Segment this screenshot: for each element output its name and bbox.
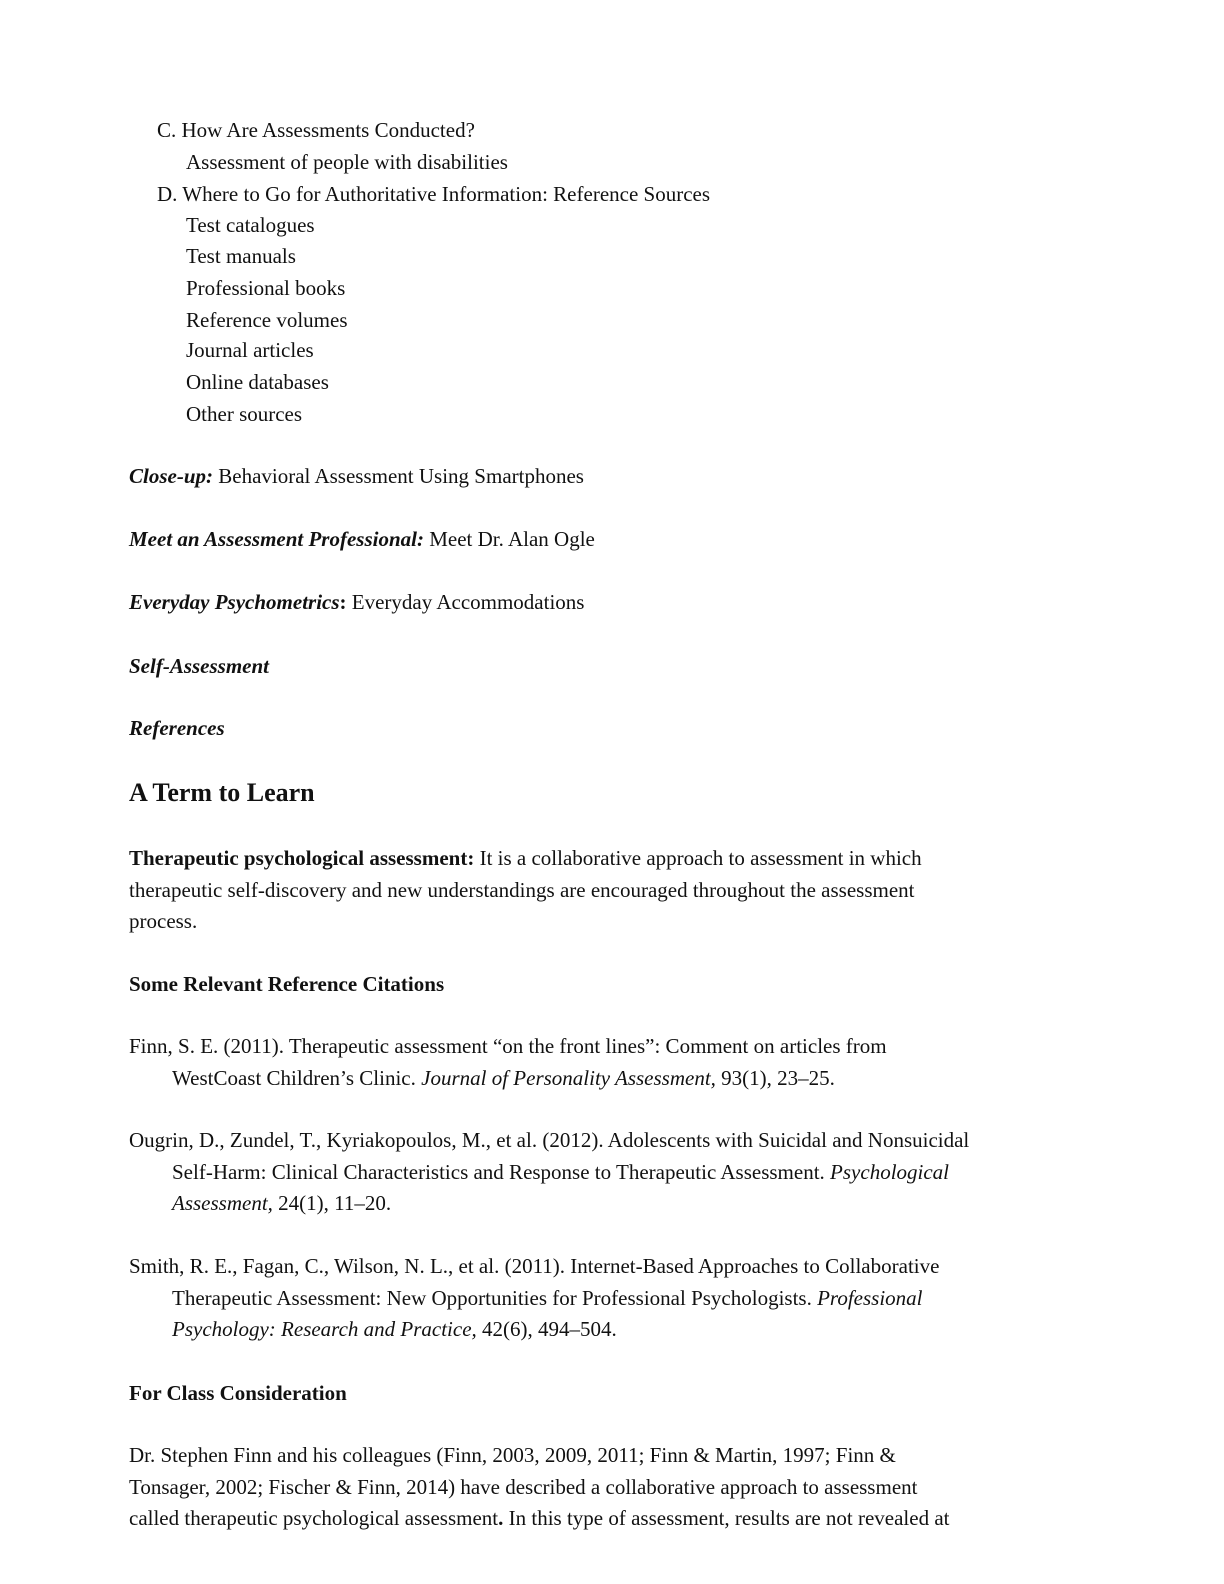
- consideration-line: Dr. Stephen Finn and his colleagues (Finn, 2003, 2009, 2011; Finn & Martin, 1997; Finn &: [129, 1443, 896, 1467]
- consideration-line: Tonsager, 2002; Fischer & Finn, 2014) have described a collaborative approach to assessment: [129, 1474, 918, 1499]
- outline-d-item: Test manuals: [186, 244, 296, 268]
- feature-meet-label: Meet an Assessment Professional:: [129, 527, 424, 551]
- citation-tail: 93(1), 23–25.: [715, 1065, 835, 1090]
- citation-line: WestCoast Children’s Clinic.: [172, 1065, 422, 1090]
- feature-closeup-label: Close-up:: [129, 464, 213, 488]
- outline-d-item: Test catalogues: [186, 213, 315, 237]
- term-definition: [129, 843, 1089, 938]
- feature-meet-text: Meet Dr. Alan Ogle: [423, 527, 595, 551]
- feature-meet-professional: [129, 526, 595, 552]
- citation-journal: Journal of Personality Assessment,: [421, 1065, 716, 1090]
- consideration-period: .: [498, 1506, 504, 1530]
- outline-d-item: Journal articles: [186, 338, 314, 362]
- citation-tail: 24(1), 11–20.: [272, 1191, 392, 1215]
- term-line3: process.: [129, 909, 198, 933]
- feature-everyday-text: Everyday Accommodations: [346, 590, 585, 614]
- outline-c-label: C. How Are Assessments Conducted?: [157, 118, 475, 142]
- citations-heading: Some Relevant Reference Citations: [129, 972, 445, 996]
- citation-line: Finn, S. E. (2011). Therapeutic assessment “on the front lines”: Comment on articles from: [129, 1034, 887, 1058]
- term-line2: therapeutic self-discovery and new understandings are encouraged throughout the assessment: [129, 877, 915, 902]
- term-heading: A Term to Learn: [129, 778, 315, 807]
- citation-finn: [129, 1031, 1089, 1094]
- outline-d-item: Professional books: [186, 276, 346, 300]
- feature-closeup-text: Behavioral Assessment Using Smartphones: [213, 464, 584, 488]
- term-line1: It is a collaborative approach to assessment in which: [474, 846, 922, 870]
- feature-self-assessment: Self-Assessment: [129, 654, 270, 678]
- citation-line: Therapeutic Assessment: New Opportunities for Professional Psychologists.: [172, 1285, 818, 1310]
- outline-c-item: Assessment of people with disabilities: [186, 150, 508, 174]
- citation-smith: [129, 1251, 1089, 1346]
- feature-everyday-psychometrics: [129, 589, 584, 615]
- consideration-line: called therapeutic psychological assessment: [129, 1506, 499, 1530]
- citation-journal: Assessment,: [172, 1191, 273, 1215]
- citation-line: Self-Harm: Clinical Characteristics and Response to Therapeutic Assessment.: [172, 1159, 831, 1184]
- consideration-heading: For Class Consideration: [129, 1381, 347, 1405]
- feature-everyday-label: Everyday Psychometrics: [129, 590, 340, 614]
- outline-d-label: D. Where to Go for Authoritative Information: Reference Sources: [157, 182, 711, 206]
- feature-references: References: [129, 716, 225, 740]
- citation-journal: Psychological: [830, 1159, 950, 1184]
- outline-d-item: Other sources: [186, 402, 303, 426]
- citation-journal: Professional: [817, 1285, 923, 1310]
- outline-d-item: Online databases: [186, 370, 329, 394]
- feature-everyday-colon: :: [339, 590, 347, 614]
- consideration-line: In this type of assessment, results are not revealed at: [503, 1506, 950, 1530]
- citation-line: Ougrin, D., Zundel, T., Kyriakopoulos, M., et al. (2012). Adolescents with Suicidal and Nonsuicidal: [129, 1128, 970, 1152]
- citation-line: Smith, R. E., Fagan, C., Wilson, N. L., et al. (2011). Internet-Based Approaches to Collaborative: [129, 1254, 940, 1278]
- term-label: Therapeutic psychological assessment:: [129, 846, 475, 870]
- citation-ougrin: [129, 1125, 1089, 1220]
- consideration-paragraph: [129, 1440, 1089, 1535]
- outline-d-item: Reference volumes: [186, 308, 348, 332]
- citation-tail: 42(6), 494–504.: [476, 1317, 617, 1341]
- citation-journal: Psychology: Research and Practice,: [172, 1317, 477, 1341]
- feature-closeup: [129, 463, 584, 489]
